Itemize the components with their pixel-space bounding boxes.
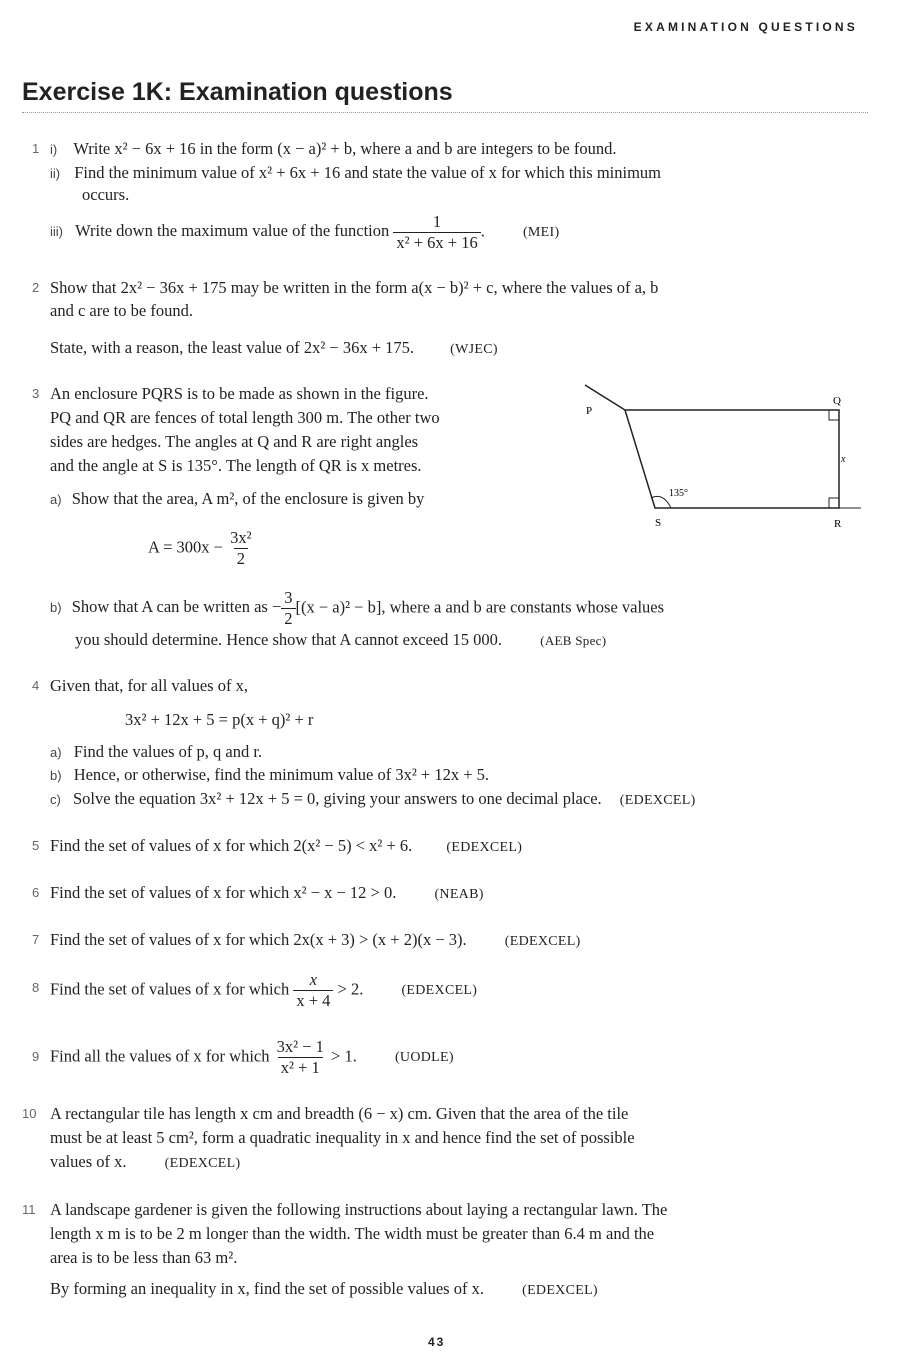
fraction-numerator: 3x² [230, 528, 252, 547]
part-label: b) [50, 600, 62, 616]
part-label: a) [50, 492, 62, 507]
formula-lhs: A = 300x − [148, 537, 223, 557]
q8-line [50, 970, 477, 1011]
q1-iii-text: Write down the maximum value of the function [75, 221, 390, 241]
question-number: 11 [22, 1202, 36, 1217]
q5-text: Find the set of values of x for which 2(x² − 5) < x² + 6. [50, 836, 413, 855]
q3-b-text-2: [(x − a)² − b], where a and b are constants whose values [295, 597, 665, 617]
part-label: i) [50, 142, 58, 157]
q2-source: (WJEC) [450, 342, 498, 357]
q4-b-text: Hence, or otherwise, find the minimum value of 3x² + 12x + 5. [73, 765, 490, 784]
q4-a-text: Find the values of p, q and r. [73, 742, 263, 761]
q1-ii-text-cont: occurs. [82, 185, 130, 204]
q9-source: (UODLE) [394, 1050, 454, 1066]
q3-part-a [50, 487, 424, 512]
fraction-denominator: 2 [281, 608, 295, 629]
figure-outline [585, 385, 861, 508]
q11-line1: A landscape gardener is given the following instructions about laying a rectangular lawn. The [50, 1200, 668, 1219]
q1-ii-text: Find the minimum value of x² + 6x + 16 and state the value of x for which this minimum [74, 163, 661, 182]
q11-line2: length x m is to be 2 m longer than the width. The width must be greater than 6.4 m and the [50, 1224, 655, 1243]
part-label: a) [50, 745, 62, 760]
q9-text: Find all the values of x for which [50, 1046, 270, 1066]
q3-b-text-3: you should determine. Hence show that A cannot exceed 15 000. [75, 630, 503, 649]
formula-fraction [227, 528, 254, 569]
q8-text: Find the set of values of x for which [50, 979, 290, 999]
q5-line [50, 834, 522, 860]
q6-text: Find the set of values of x for which x² − x − 12 > 0. [50, 883, 397, 902]
q10-line1: A rectangular tile has length x cm and breadth (6 − x) cm. Given that the area of the tile [50, 1104, 629, 1123]
q2-text-line2: and c are to be found. [50, 301, 193, 320]
q6-line [50, 881, 484, 907]
q10-text-end: values of x. [50, 1152, 127, 1171]
part-label: iii) [50, 224, 63, 240]
q1-iii-end: . [480, 221, 485, 241]
q3-b-fraction [281, 588, 295, 629]
q10-line3 [50, 1150, 240, 1176]
question-number: 8 [32, 980, 40, 995]
q9-line [50, 1037, 454, 1078]
q1-i-text: Write x² − 6x + 16 in the form (x − a)² + b, where a and b are integers to be found. [73, 139, 617, 158]
q1-part-iii [50, 212, 559, 253]
enclosure-sides [585, 385, 839, 508]
q9-tail: > 1. [331, 1046, 357, 1066]
running-header: EXAMINATION QUESTIONS [633, 20, 858, 34]
q3-a-text: Show that the area, A m², of the enclosure is given by [71, 489, 425, 508]
q3-line4: and the angle at S is 135°. The length of QR is x metres. [50, 456, 422, 475]
fraction-denominator: x + 4 [293, 990, 333, 1011]
q4-part-b [50, 763, 489, 788]
q3-line1: An enclosure PQRS is to be made as shown in the figure. [50, 384, 429, 403]
question-number: 7 [32, 932, 40, 947]
question-number: 9 [32, 1049, 40, 1064]
q1-source: (MEI) [522, 225, 560, 241]
q1-part-ii [50, 161, 661, 186]
q8-tail: > 2. [337, 979, 364, 999]
q2-text-line3 [50, 336, 498, 362]
question-number: 1 [32, 141, 40, 156]
q1-iii-fraction [393, 212, 480, 253]
q7-source: (EDEXCEL) [504, 934, 581, 949]
side-label-x: x [841, 454, 846, 465]
fraction-denominator: x² + 6x + 16 [393, 232, 480, 253]
q10-line2: must be at least 5 cm², form a quadratic inequality in x and hence find the set of possible [50, 1128, 635, 1147]
question-number: 3 [32, 386, 40, 401]
vertex-label-s: S [655, 517, 662, 529]
page-number: 43 [428, 1335, 446, 1349]
q4-intro: Given that, for all values of x, [50, 676, 248, 695]
q10-source: (EDEXCEL) [164, 1156, 241, 1171]
fraction-numerator: x [309, 970, 318, 989]
enclosure-figure [575, 380, 865, 540]
part-label: ii) [50, 166, 61, 181]
q3-line2: PQ and QR are fences of total length 300 m. The other two [50, 408, 440, 427]
q4-c-text: Solve the equation 3x² + 12x + 5 = 0, giving your answers to one decimal place. [72, 789, 602, 808]
question-number: 10 [22, 1106, 37, 1121]
q1-part-i [50, 137, 616, 162]
fraction-numerator: 1 [432, 212, 442, 231]
q2-least-value: State, with a reason, the least value of 2x² − 36x + 175. [50, 338, 415, 357]
q3-line3: sides are hedges. The angles at Q and R are right angles [50, 432, 419, 451]
q4-source: (EDEXCEL) [619, 793, 696, 808]
part-label: c) [50, 792, 61, 807]
q3-source: (AEB Spec) [540, 633, 607, 648]
fraction-numerator: 3 [284, 588, 293, 607]
q3-b-text-1: Show that A can be written as − [71, 597, 282, 617]
page-title: Exercise 1K: Examination questions [22, 78, 453, 106]
part-label: b) [50, 768, 62, 783]
fraction-numerator: 3x² − 1 [276, 1037, 324, 1056]
vertex-label-p: P [586, 405, 593, 417]
title-divider [22, 112, 868, 113]
q7-text: Find the set of values of x for which 2x(x + 3) > (x + 2)(x − 3). [50, 930, 467, 949]
fraction-denominator: 2 [234, 548, 248, 569]
q4-part-c [50, 787, 696, 813]
q8-source: (EDEXCEL) [401, 983, 478, 999]
vertex-label-q: Q [833, 395, 841, 407]
angle-label: 135° [669, 488, 688, 499]
q3-part-b [50, 588, 664, 629]
q3-area-formula [148, 528, 255, 569]
q4-part-a [50, 740, 262, 765]
q11-source: (EDEXCEL) [522, 1283, 598, 1298]
q5-source: (EDEXCEL) [446, 840, 523, 855]
q9-fraction [274, 1037, 327, 1078]
question-number: 5 [32, 838, 40, 853]
fraction-denominator: x² + 1 [278, 1057, 323, 1078]
q8-fraction [293, 970, 333, 1011]
right-angle-r [829, 498, 839, 508]
q11-text-end: By forming an inequality in x, find the set of possible values of x. [50, 1279, 484, 1298]
question-number: 6 [32, 885, 40, 900]
question-number: 4 [32, 678, 40, 693]
right-angle-q [829, 410, 839, 420]
q4-equation: 3x² + 12x + 5 = p(x + q)² + r [125, 710, 314, 729]
q3-part-b-cont [75, 628, 606, 653]
q7-line [50, 928, 581, 954]
question-number: 2 [32, 280, 40, 295]
q2-text-line1: Show that 2x² − 36x + 175 may be written in the form a(x − b)² + c, where the values of a, b [50, 278, 659, 297]
q11-line4 [50, 1277, 598, 1303]
q6-source: (NEAB) [434, 887, 484, 902]
q11-line3: area is to be less than 63 m². [50, 1248, 238, 1267]
vertex-label-r: R [834, 518, 842, 530]
